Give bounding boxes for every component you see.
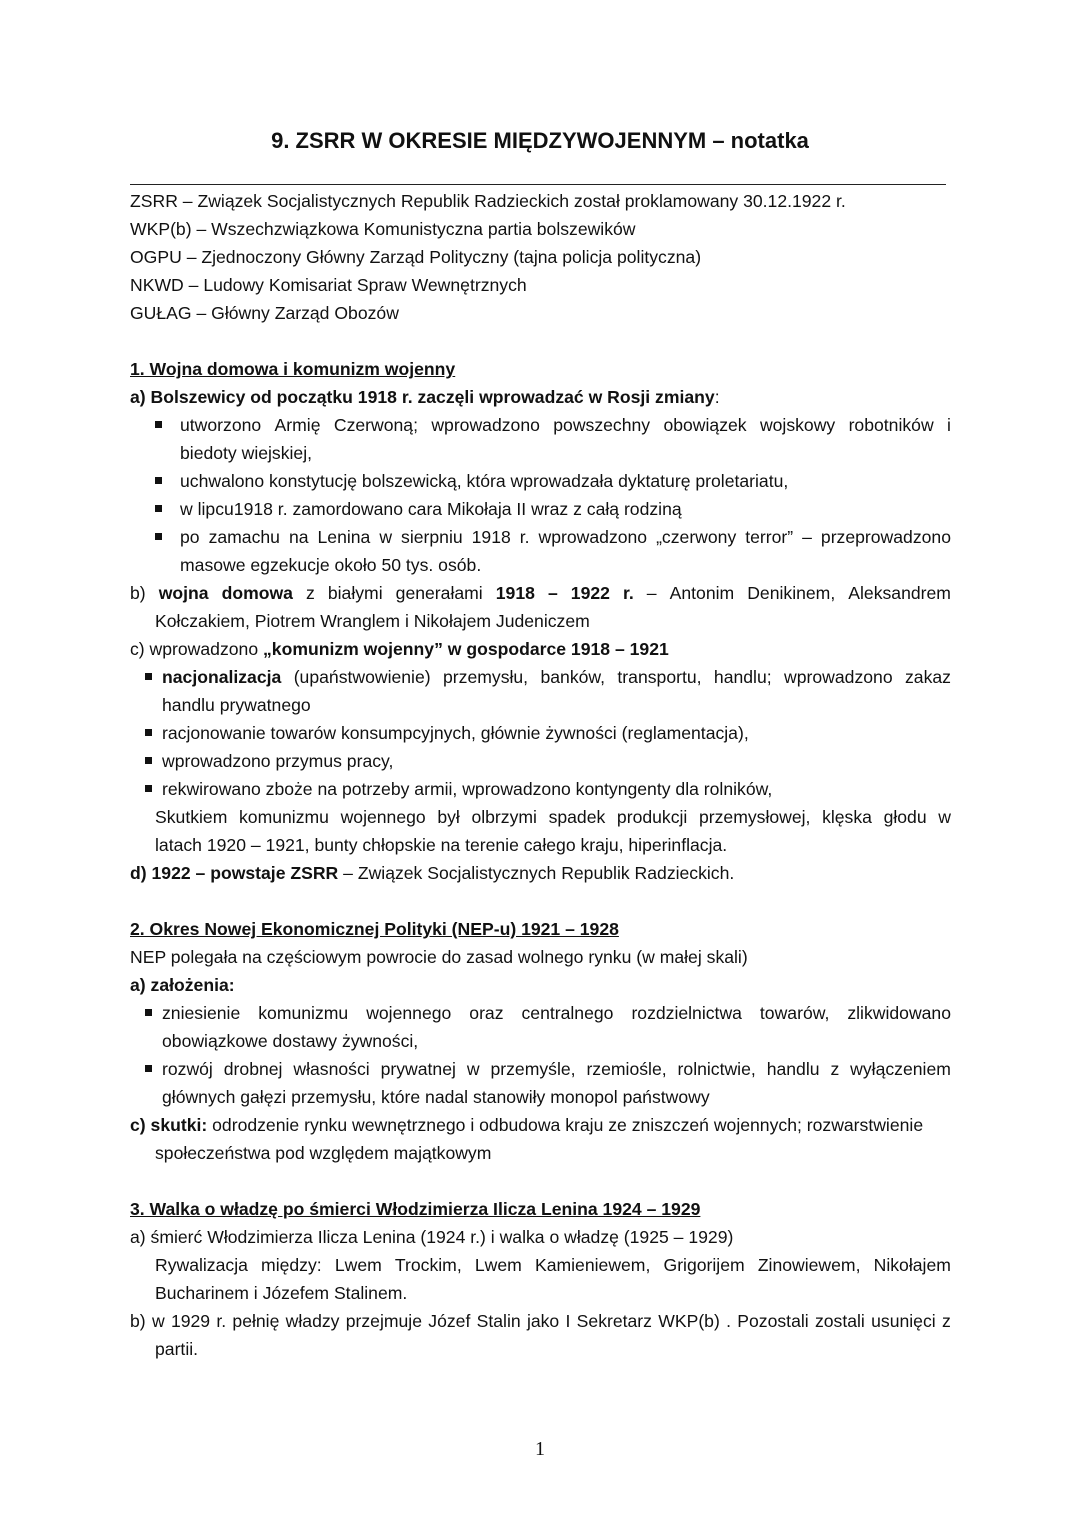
word: z	[941, 1311, 951, 1331]
s1-c-bullet-4: rekwirowano zboże na potrzeby armii, wprowadzono kontyngenty dla rolników,	[162, 779, 773, 799]
page-title: 9. ZSRR W OKRESIE MIĘDZYWOJENNYM – notatka	[271, 128, 809, 153]
bullet-square-icon	[145, 729, 152, 736]
s1-c-bullet-2: racjonowanie towarów konsumpcyjnych, głównie żywności (reglamentacja),	[162, 723, 749, 743]
word: rozwój	[162, 1059, 213, 1079]
word: spadek	[548, 807, 606, 827]
word: powszechny	[553, 415, 651, 435]
word: pełnię	[232, 1311, 280, 1331]
word: w	[466, 1059, 480, 1079]
word: przemysłowej,	[698, 807, 811, 827]
s1-a-bullet-2: uchwalono konstytucję bolszewicką, która wprowadzała dyktaturę proletariatu,	[180, 471, 789, 491]
glossary-wkpb: WKP(b) – Wszechzwiązkowa Komunistyczna partia bolszewików	[130, 219, 636, 239]
section-2-heading: 2. Okres Nowej Ekonomicznej Polityki (NEP-u) 1921 – 1928	[130, 919, 619, 939]
word: handlu	[766, 1059, 820, 1079]
word: 1918	[471, 527, 511, 547]
bullet-square-icon	[155, 421, 162, 428]
word: Kamieniewem,	[534, 1255, 651, 1275]
word: Stalin	[476, 1311, 521, 1331]
section-3-heading: 3. Walka o władzę po śmierci Włodzimierza Ilicza Lenina 1924 – 1929	[130, 1199, 701, 1219]
word: Lenina	[317, 527, 371, 547]
s2-bullet-1-line-2: obowiązkowe dostawy żywności,	[162, 1031, 419, 1051]
word: w	[379, 527, 393, 547]
word: wojennego	[340, 807, 426, 827]
word: WKP(b)	[658, 1311, 720, 1331]
word: Armię	[274, 415, 321, 435]
word: Lwem	[334, 1255, 382, 1275]
word: r.	[216, 1311, 227, 1331]
word: towarów,	[759, 1003, 830, 1023]
glossary-ogpu: OGPU – Zjednoczony Główny Zarząd Polityczny (tajna policja polityczna)	[130, 247, 702, 267]
s1-c-bullet-3: wprowadzono przymus pracy,	[162, 751, 394, 771]
word: olbrzymi	[471, 807, 537, 827]
word: klęska	[822, 807, 872, 827]
word: usunięci	[871, 1311, 936, 1331]
word: Skutkiem	[155, 807, 228, 827]
word: między:	[261, 1255, 322, 1275]
title-divider	[130, 184, 946, 185]
s1-d-line: d) 1922 – powstaje ZSRR – Związek Socjalistycznych Republik Radzieckich.	[130, 863, 735, 883]
bullet-square-icon	[155, 533, 162, 540]
word: Czerwoną;	[333, 415, 418, 435]
word: transportu,	[617, 667, 702, 687]
s3-a-line-3: Bucharinem i Józefem Stalinem.	[155, 1283, 408, 1303]
word: wprowadzono	[431, 415, 540, 435]
word: I	[565, 1311, 571, 1331]
s2-a-heading: a) założenia:	[130, 975, 235, 995]
s1-a-bullet-4-line-2: masowe egzekucje około 50 tys. osób.	[180, 555, 482, 575]
s2-bullet-1-line-1	[162, 1002, 951, 1024]
s1-a-heading: a) Bolszewicy od początku 1918 r. zaczęli wprowadzać w Rosji zmiany:	[130, 387, 720, 407]
word: Grigorijem	[663, 1255, 745, 1275]
word: zamachu	[208, 527, 280, 547]
word: robotników	[848, 415, 934, 435]
s1-c-effects-line-2: latach 1920 – 1921, bunty chłopskie na terenie całego kraju, hiperinflacja.	[155, 835, 728, 855]
glossary-zsrr: ZSRR – Związek Socjalistycznych Republik Radzieckich został proklamowany 30.12.1922 r.	[130, 191, 846, 211]
word: handlu;	[713, 667, 772, 687]
word: Rywalizacja	[155, 1255, 248, 1275]
word: wprowadzono	[538, 527, 648, 547]
s1-b-line-2: Kołczakiem, Piotrem Wranglem i Nikołajem Judeniczem	[155, 611, 590, 631]
s1-a-bullet-3: w lipcu1918 r. zamordowano cara Mikołaja II wraz z całą rodziną	[180, 499, 682, 519]
bullet-square-icon	[145, 1065, 152, 1072]
bullet-square-icon	[145, 757, 152, 764]
word: prywatnej	[380, 1059, 456, 1079]
s2-c-line-1: c) skutki: odrodzenie rynku wewnętrznego i odbudowa kraju ze zniszczeń wojennych; rozwarstwienie	[130, 1115, 924, 1135]
word: Józef	[428, 1311, 471, 1331]
word: był	[437, 807, 460, 827]
word: sierpniu	[401, 527, 463, 547]
word: jako	[526, 1311, 560, 1331]
word: oraz	[469, 1003, 504, 1023]
word: z	[830, 1059, 840, 1079]
bullet-square-icon	[155, 505, 162, 512]
word: produkcji	[616, 807, 688, 827]
s1-a-bullet-4-line-1	[180, 526, 951, 548]
word: po	[180, 527, 200, 547]
word: nacjonalizacja	[162, 667, 282, 687]
word: głodu	[883, 807, 927, 827]
bullet-square-icon	[155, 477, 162, 484]
s3-a-line-2	[155, 1254, 951, 1276]
word: rozdzielnictwa	[631, 1003, 742, 1023]
word: rolnictwie,	[677, 1059, 756, 1079]
word: komunizmu	[258, 1003, 349, 1023]
word: Sekretarz	[576, 1311, 652, 1331]
section-1-heading: 1. Wojna domowa i komunizm wojenny	[130, 359, 456, 379]
word: Pozostali	[737, 1311, 809, 1331]
glossary-gulag: GUŁAG – Główny Zarząd Obozów	[130, 303, 399, 323]
word: wprowadzono	[784, 667, 893, 687]
s3-a-line-1: a) śmierć Włodzimierza Ilicza Lenina (1924 r.) i walka o władzę (1925 – 1929)	[130, 1227, 734, 1247]
word: .	[726, 1311, 731, 1331]
s1-c-bullet-1-line-1	[162, 666, 951, 688]
word: w	[151, 1311, 165, 1331]
s1-c-bullet-1-line-2: handlu prywatnego	[162, 695, 311, 715]
word: zlikwidowano	[847, 1003, 951, 1023]
word: Zinowiewem,	[757, 1255, 861, 1275]
word: 1929	[170, 1311, 211, 1331]
s1-a-bullet-1-line-2: biedoty wiejskiej,	[180, 443, 313, 463]
word: (upaństwowienie)	[293, 667, 431, 687]
word: przemysłu,	[443, 667, 529, 687]
s2-bullet-2-line-1	[162, 1058, 951, 1080]
s1-c-effects-line-1	[155, 806, 951, 828]
s1-b-line-1: b) wojna domowa z białymi generałami 1918 – 1922 r. – Antonim Denikinem, Aleksandrem	[130, 583, 951, 603]
word: Trockim,	[394, 1255, 462, 1275]
word: komunizmu	[238, 807, 329, 827]
word: rzemiośle,	[586, 1059, 667, 1079]
word: przemyśle,	[490, 1059, 576, 1079]
word: wojskowy	[759, 415, 836, 435]
word: terror”	[745, 527, 794, 547]
s2-c-line-2: społeczeństwa pod względem majątkowym	[155, 1143, 492, 1163]
word: przejmuje	[345, 1311, 423, 1331]
s1-c-heading: c) wprowadzono „komunizm wojenny” w gospodarce 1918 – 1921	[130, 639, 669, 659]
word: Lwem	[474, 1255, 522, 1275]
word: utworzono	[180, 415, 262, 435]
word: zniesienie	[162, 1003, 241, 1023]
bullet-square-icon	[145, 1009, 152, 1016]
word: w	[938, 807, 951, 827]
s3-b-line-2: partii.	[155, 1339, 199, 1359]
word: r.	[519, 527, 530, 547]
word: zakaz	[905, 667, 951, 687]
word: na	[288, 527, 309, 547]
word: drobnej	[223, 1059, 283, 1079]
word: i	[947, 415, 951, 435]
s3-b-line-1	[130, 1310, 951, 1332]
word: wyłączeniem	[850, 1059, 951, 1079]
word: banków,	[540, 667, 606, 687]
word: centralnego	[521, 1003, 614, 1023]
word: zostali	[814, 1311, 865, 1331]
word: własności	[293, 1059, 370, 1079]
word: b)	[130, 1311, 146, 1331]
word: władzy	[285, 1311, 340, 1331]
page-number: 1	[535, 1438, 545, 1460]
word: wojennego	[366, 1003, 452, 1023]
s1-a-bullet-1-line-1	[180, 414, 951, 436]
word: przeprowadzono	[820, 527, 951, 547]
s2-bullet-2-line-2: głównych gałęzi przemysłu, które nadal stanowiły monopol państwowy	[162, 1087, 710, 1107]
word: Nikołajem	[873, 1255, 951, 1275]
s2-intro: NEP polegała na częściowym powrocie do zasad wolnego rynku (w małej skali)	[130, 947, 748, 967]
glossary-nkwd: NKWD – Ludowy Komisariat Spraw Wewnętrznych	[130, 275, 527, 295]
bullet-square-icon	[145, 785, 152, 792]
word: „czerwony	[656, 527, 737, 547]
word: obowiązek	[663, 415, 747, 435]
bullet-square-icon	[145, 673, 152, 680]
word: –	[802, 527, 812, 547]
